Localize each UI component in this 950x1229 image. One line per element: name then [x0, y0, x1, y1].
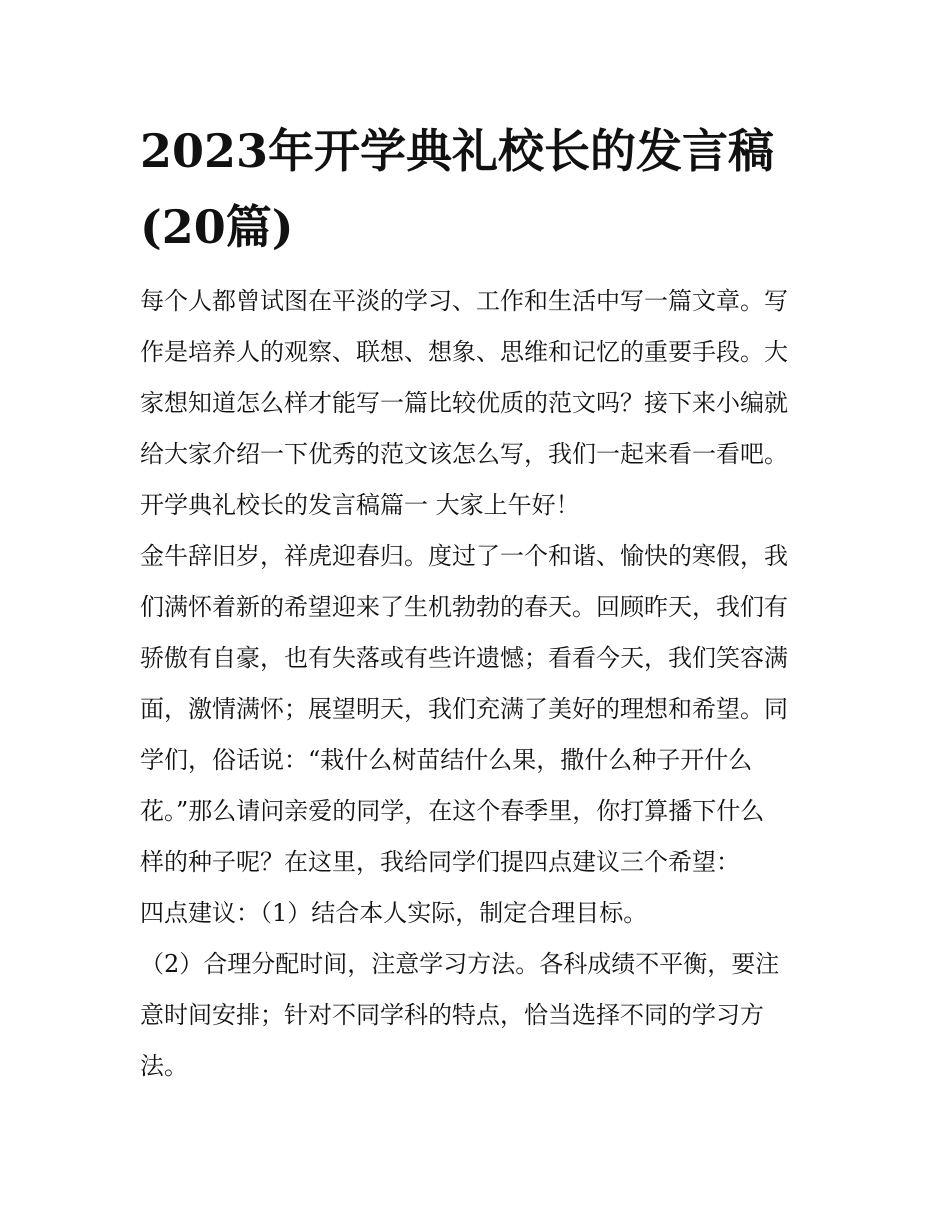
body-line: 四点建议：（1）结合本人实际，制定合理目标。 — [140, 899, 648, 927]
body-line: 花。”那么请问亲爱的同学，在这个春季里，你打算播下什么 — [140, 797, 765, 825]
body-line: 意时间安排；针对不同学科的特点，恰当选择不同的学习方 — [140, 1001, 764, 1029]
body-line: 家想知道怎么样才能写一篇比较优质的范文吗？接下来小编就 — [140, 389, 788, 417]
section-heading-line: 开学典礼校长的发言稿篇一 大家上午好！ — [140, 491, 580, 519]
body-line: 每个人都曾试图在平淡的学习、工作和生活中写一篇文章。写 — [140, 287, 788, 315]
title-line: 2023年开学典礼校长的发言稿 — [140, 124, 775, 178]
title-line: (20篇) — [140, 200, 294, 254]
body-line: 骄傲有自豪，也有失落或有些许遗憾；看看今天，我们笑容满 — [140, 644, 788, 672]
body-line: 样的种子呢？在这里，我给同学们提四点建议三个希望： — [140, 848, 740, 876]
body-line: 面，激情满怀；展望明天，我们充满了美好的理想和希望。同 — [140, 695, 788, 723]
body-line: 法。 — [140, 1052, 188, 1080]
body-line: （2）合理分配时间，注意学习方法。各科成绩不平衡，要注 — [140, 950, 780, 978]
body-line: 作是培养人的观察、联想、想象、思维和记忆的重要手段。大 — [140, 338, 788, 366]
document-body — [140, 276, 830, 1092]
body-line: 们满怀着新的希望迎来了生机勃勃的春天。回顾昨天，我们有 — [140, 593, 788, 621]
document-title — [140, 113, 820, 265]
body-line: 金牛辞旧岁，祥虎迎春归。度过了一个和谐、愉快的寒假，我 — [140, 542, 788, 570]
body-line: 给大家介绍一下优秀的范文该怎么写，我们一起来看一看吧。 — [140, 440, 788, 468]
body-line: 学们，俗话说：“栽什么树苗结什么果，撒什么种子开什么 — [140, 746, 753, 774]
